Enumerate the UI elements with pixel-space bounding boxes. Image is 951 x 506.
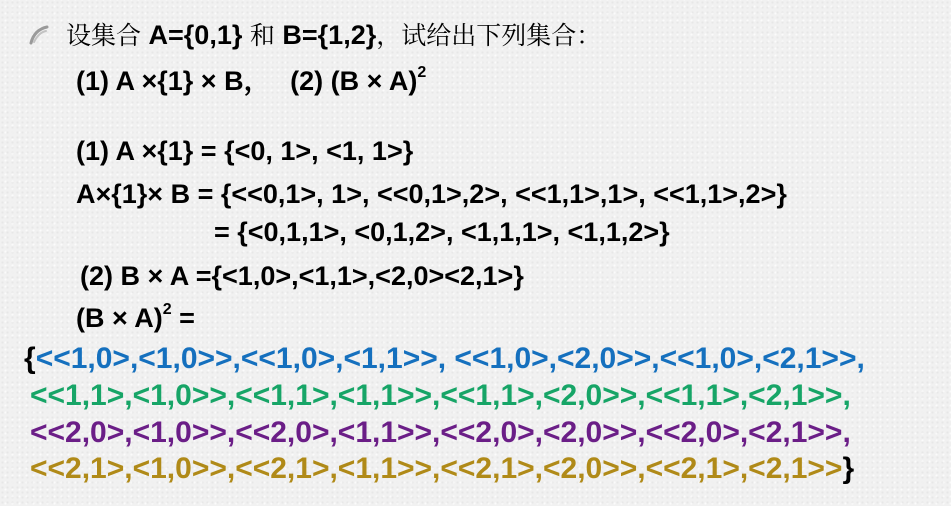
result-row-1 bbox=[24, 342, 865, 376]
result-open-brace: { bbox=[24, 342, 36, 375]
solution-2-equals: = bbox=[171, 303, 195, 333]
solution-1-line-3: = {<0,1,1>, <0,1,2>, <1,1,1>, <1,1,2>} bbox=[214, 217, 670, 247]
question-2 bbox=[290, 66, 426, 96]
question-2-exponent: 2 bbox=[417, 64, 427, 81]
solution-1-line-2: A×{1}× B = {<<0,1>, 1>, <<0,1>,2>, <<1,1>,1>, <<1,1>,2>} bbox=[76, 179, 787, 209]
problem-questions bbox=[76, 64, 426, 98]
feather-bullet-icon bbox=[28, 24, 50, 46]
problem-outro: ，试给出下列集合： bbox=[376, 21, 602, 50]
set-b-definition: B={1,2} bbox=[282, 20, 377, 50]
result-row-4-text: <<2,1>,<1,0>>,<<2,1>,<1,1>>,<<2,1>,<2,0>>,<<2,1>,<2,1>> bbox=[30, 452, 843, 485]
result-row-2: <<1,1>,<1,0>>,<<1,1>,<1,1>>,<<1,1>,<2,0>>,<<1,1>,<2,1>>, bbox=[30, 379, 851, 412]
problem-intro: 设集合 bbox=[66, 21, 142, 50]
result-row-3: <<2,0>,<1,0>>,<<2,0>,<1,1>>,<<2,0>,<2,0>>,<<2,0>,<2,1>>, bbox=[30, 416, 851, 449]
solution-2-exponent: 2 bbox=[162, 301, 172, 318]
result-row-4 bbox=[30, 452, 854, 486]
question-1: (1) A ×{1} × B， bbox=[76, 66, 271, 96]
set-a-definition: A={0,1} bbox=[148, 20, 243, 50]
result-close-brace: } bbox=[842, 452, 855, 485]
solution-2-line-2 bbox=[76, 301, 195, 335]
solution-1-line-1: (1) A ×{1} = {<0, 1>, <1, 1>} bbox=[76, 136, 414, 166]
solution-2-line-1: (2) B × A ={<1,0>,<1,1>,<2,0><2,1>} bbox=[80, 261, 524, 291]
problem-and: 和 bbox=[249, 21, 275, 50]
solution-2-base: (B × A) bbox=[76, 303, 163, 333]
question-2-base: (2) (B × A) bbox=[290, 66, 418, 96]
result-row-1-text: <<1,0>,<1,0>>,<<1,0>,<1,1>>, <<1,0>,<2,0>>,<<1,0>,<2,1>>, bbox=[35, 342, 865, 375]
problem-statement bbox=[66, 18, 601, 53]
